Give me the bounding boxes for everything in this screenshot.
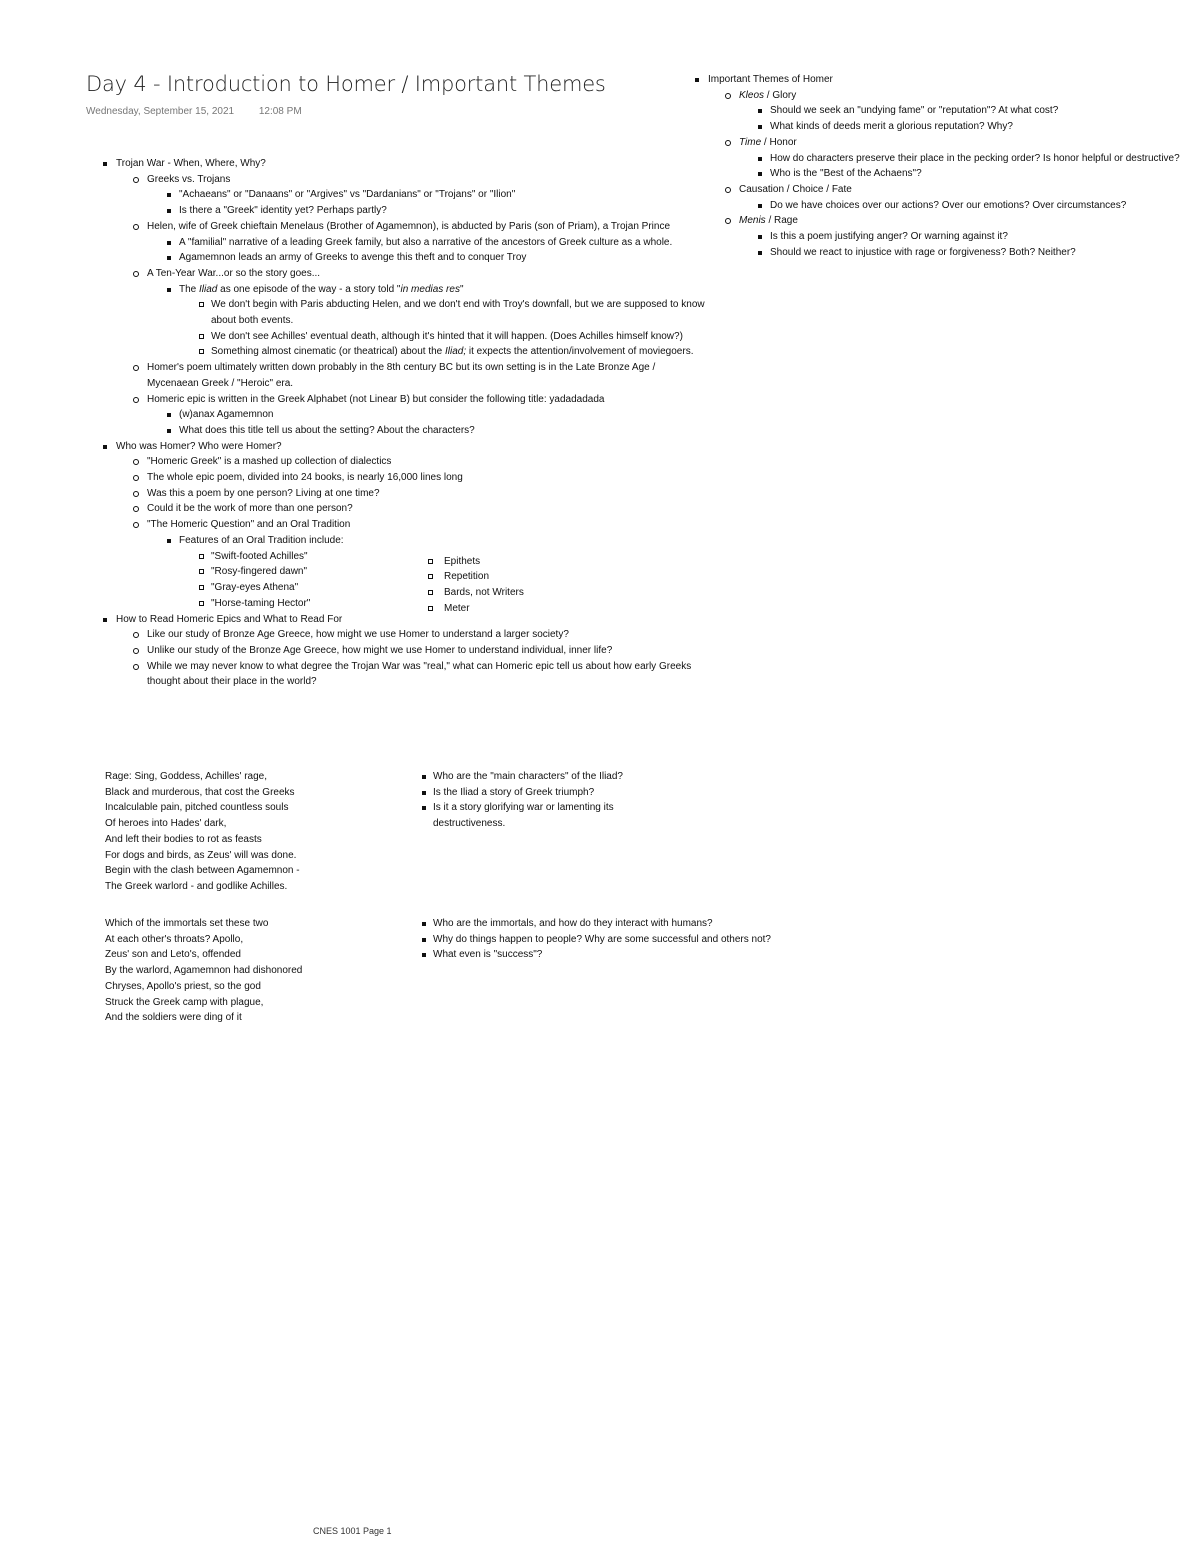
feature-item xyxy=(428,585,524,601)
outline-item xyxy=(100,172,720,188)
text-fragment: Repetition xyxy=(444,571,490,583)
theme-item xyxy=(693,182,1193,198)
theme-question xyxy=(693,245,1193,261)
poem-line: Black and murderous, that cost the Greeks xyxy=(105,786,295,798)
outline-text: We don't begin with Paris abducting Helen, and we don't end with Troy's downfall, but we are supposed to know about both events. xyxy=(211,299,705,327)
outline-text: Could it be the work of more than one person? xyxy=(147,503,353,515)
bullet-icon xyxy=(133,648,139,654)
page-footer: CNES 1001 Page 1 xyxy=(313,1526,392,1536)
bullet-icon xyxy=(422,791,426,795)
outline-item xyxy=(100,235,711,251)
epithet-item xyxy=(100,580,310,596)
bullet-icon xyxy=(167,193,171,197)
outline-item xyxy=(100,643,720,659)
question-item xyxy=(420,785,680,801)
poem-line: And left their bodies to rot as feasts xyxy=(105,833,262,845)
bullet-icon xyxy=(167,429,171,433)
text-fragment: / Honor xyxy=(761,136,797,148)
page-meta xyxy=(86,106,302,117)
poem-line: Of heroes into Hades' dark, xyxy=(105,818,227,830)
main-outline xyxy=(100,156,720,690)
bullet-icon xyxy=(167,256,171,260)
epithet-item xyxy=(100,596,310,612)
theme-item xyxy=(693,135,1193,151)
text-fragment: it expects the attention/involvement of moviegoers. xyxy=(466,346,694,358)
outline-text: Features of an Oral Tradition include: xyxy=(179,534,344,546)
outline-text: "Homeric Greek" is a mashed up collection of dialectics xyxy=(147,456,392,468)
text-fragment: in medias res xyxy=(400,283,460,295)
outline-item xyxy=(100,659,707,690)
outline-item xyxy=(100,329,701,345)
text-fragment: Is this a poem justifying anger? Or warning against it? xyxy=(770,231,1008,243)
bullet-icon xyxy=(199,334,204,339)
outline-text: Was this a poem by one person? Living at one time? xyxy=(147,487,380,499)
text-fragment: What even is "success"? xyxy=(433,949,543,961)
question-item xyxy=(420,932,860,948)
bullet-icon xyxy=(199,585,204,590)
outline-item xyxy=(100,627,720,643)
bullet-icon xyxy=(133,522,139,528)
text-fragment: Menis xyxy=(739,215,766,227)
outline-item xyxy=(100,344,721,360)
theme-question xyxy=(693,151,1193,167)
text-fragment: Who are the immortals, and how do they interact with humans? xyxy=(433,918,713,929)
outline-item xyxy=(100,266,720,282)
poem-line: Rage: Sing, Goddess, Achilles' rage, xyxy=(105,771,268,782)
themes-heading xyxy=(693,72,1193,88)
bullet-icon xyxy=(167,209,171,213)
text-fragment: " xyxy=(459,283,464,295)
bullet-icon xyxy=(133,664,139,670)
theme-question xyxy=(693,103,1193,119)
bullet-icon xyxy=(199,569,204,574)
outline-item xyxy=(100,360,692,391)
bullet-icon xyxy=(695,78,699,82)
feature-item xyxy=(428,554,524,570)
text-fragment: Who is the "Best of the Achaens"? xyxy=(770,168,922,180)
bullet-icon xyxy=(133,177,139,183)
bullet-icon xyxy=(133,271,139,277)
bullet-icon xyxy=(103,618,107,622)
poem-line: Which of the immortals set these two xyxy=(105,918,269,929)
bullet-icon xyxy=(133,397,139,403)
theme-question xyxy=(693,198,1193,214)
text-fragment: Why do things happen to people? Why are some successful and others not? xyxy=(433,933,771,945)
bullet-icon xyxy=(133,475,139,481)
text-fragment: Is it a story glorifying war or lamenting its destructiveness. xyxy=(433,802,614,830)
oral-features xyxy=(428,554,524,617)
outline-item xyxy=(100,392,720,408)
outline-item xyxy=(100,250,720,266)
poem-line: Zeus' son and Leto's, offended xyxy=(105,949,241,961)
bullet-icon xyxy=(428,559,433,564)
poem-line: Begin with the clash between Agamemnon - xyxy=(105,865,300,877)
poem-line: At each other's throats? Apollo, xyxy=(105,933,244,945)
poem-excerpt-1 xyxy=(105,769,300,895)
bullet-icon xyxy=(167,539,171,543)
bullet-icon xyxy=(725,218,731,224)
bullet-icon xyxy=(758,235,762,239)
theme-item xyxy=(693,88,1193,104)
text-fragment: Causation / Choice / Fate xyxy=(739,183,852,195)
bullet-icon xyxy=(103,445,107,449)
bullet-icon xyxy=(758,109,762,113)
page-title: Day 4 - Introduction to Homer / Important Themes xyxy=(86,72,606,96)
bullet-icon xyxy=(422,953,426,957)
text-fragment: Is the Iliad a story of Greek triumph? xyxy=(433,786,595,798)
bullet-icon xyxy=(758,251,762,255)
bullet-icon xyxy=(133,506,139,512)
poem-line: And the soldiers were ding of it xyxy=(105,1012,242,1024)
bullet-icon xyxy=(133,459,139,465)
bullet-icon xyxy=(422,806,426,810)
poem-line: The Greek warlord - and godlike Achilles. xyxy=(105,880,288,892)
text-fragment: The xyxy=(179,283,200,295)
text-fragment: How do characters preserve their place in the pecking order? Is honor helpful or destructive? xyxy=(770,152,1180,164)
questions-1 xyxy=(420,769,680,832)
outline-item xyxy=(100,282,720,298)
bullet-icon xyxy=(428,606,433,611)
questions-2 xyxy=(420,916,860,963)
question-item xyxy=(420,800,663,831)
outline-text: "The Homeric Question" and an Oral Tradition xyxy=(147,519,351,531)
text-fragment: / Glory xyxy=(764,89,797,101)
outline-item xyxy=(100,454,720,470)
poem-line: Chryses, Apollo's priest, so the god xyxy=(105,980,261,992)
bullet-icon xyxy=(725,140,731,146)
outline-text: The whole epic poem, divided into 24 books, is nearly 16,000 lines long xyxy=(147,472,463,484)
bullet-icon xyxy=(133,491,139,497)
outline-text: Helen, wife of Greek chieftain Menelaus (Brother of Agamemnon), is abducted by Paris (son of Priam), a Trojan Prince xyxy=(147,220,671,232)
text-fragment: Iliad xyxy=(199,283,218,295)
outline-item xyxy=(100,439,720,455)
theme-question xyxy=(693,119,1193,135)
outline-text: How to Read Homeric Epics and What to Read For xyxy=(116,613,343,625)
outline-text: Homer's poem ultimately written down probably in the 8th century BC but its own setting is in the Late Bronze Age / Mycenaean Greek / "Heroic" era. xyxy=(147,362,656,389)
outline-item xyxy=(100,486,720,502)
theme-question xyxy=(693,229,1193,245)
outline-item xyxy=(100,517,720,533)
poem-line: For dogs and birds, as Zeus' will was done. xyxy=(105,849,297,861)
bullet-icon xyxy=(725,93,731,99)
bullet-icon xyxy=(725,187,731,193)
outline-text: "Achaeans" or "Danaans" or "Argives" vs "Dardanians" or "Trojans" or "Ilion" xyxy=(179,189,516,201)
bullet-icon xyxy=(758,204,762,208)
outline-item xyxy=(100,219,697,235)
outline-item xyxy=(100,156,720,172)
outline-text: What does this title tell us about the setting? About the characters? xyxy=(179,424,475,436)
text-fragment: Should we seek an "undying fame" or "reputation"? At what cost? xyxy=(770,105,1059,117)
outline-item xyxy=(100,423,720,439)
outline-item xyxy=(100,612,720,628)
text-fragment: Do we have choices over our actions? Over our emotions? Over circumstances? xyxy=(770,199,1127,211)
outline-text: (w)anax Agamemnon xyxy=(179,409,274,421)
text-fragment: Important Themes of Homer xyxy=(708,74,833,85)
outline-text: Who was Homer? Who were Homer? xyxy=(116,440,282,452)
text-fragment: "Rosy-fingered dawn" xyxy=(211,566,308,578)
outline-item xyxy=(100,533,720,549)
theme-question xyxy=(693,166,1193,182)
outline-text: Trojan War - When, Where, Why? xyxy=(116,158,266,169)
outline-text: Is there a "Greek" identity yet? Perhaps partly? xyxy=(179,205,387,217)
outline-item xyxy=(100,470,720,486)
text-fragment: Who are the "main characters" of the Iliad? xyxy=(433,771,623,782)
bullet-icon xyxy=(758,172,762,176)
bullet-icon xyxy=(133,365,139,371)
bullet-icon xyxy=(199,302,204,307)
outline-text: Unlike our study of the Bronze Age Greece, how might we use Homer to understand individual, inner life? xyxy=(147,644,613,656)
outline-text: While we may never know to what degree the Trojan War was "real," what can Homeric epic tell us about how early Greeks thought about their place in the world? xyxy=(147,660,692,688)
text-fragment: Epithets xyxy=(444,555,481,567)
poem-excerpt-2 xyxy=(105,916,302,1026)
text-fragment: Meter xyxy=(444,602,470,614)
bullet-icon xyxy=(199,601,204,606)
epithet-item xyxy=(100,549,310,565)
outline-text: Agamemnon leads an army of Greeks to avenge this theft and to conquer Troy xyxy=(179,252,527,264)
poem-line: By the warlord, Agamemnon had dishonored xyxy=(105,965,303,977)
outline-text: Homeric epic is written in the Greek Alphabet (not Linear B) but consider the following title: yadadadada xyxy=(147,393,605,405)
page-time: 12:08 PM xyxy=(258,106,302,117)
outline-text: A "familial" narrative of a leading Greek family, but also a narrative of the ancestors of Greek culture as a whole. xyxy=(179,236,673,248)
bullet-icon xyxy=(758,157,762,161)
text-fragment: as one episode of the way - a story told " xyxy=(217,283,401,295)
text-fragment: Kleos xyxy=(739,89,765,101)
bullet-icon xyxy=(422,938,426,942)
themes-outline xyxy=(693,72,1193,260)
bullet-icon xyxy=(167,241,171,245)
poem-line: Incalculable pain, pitched countless souls xyxy=(105,802,289,814)
text-fragment: What kinds of deeds merit a glorious reputation? Why? xyxy=(770,121,1013,133)
theme-item xyxy=(693,213,1193,229)
outline-item xyxy=(100,297,711,328)
bullet-icon xyxy=(758,125,762,129)
epithet-item xyxy=(100,564,310,580)
text-fragment: Time xyxy=(739,136,762,148)
text-fragment: "Swift-footed Achilles" xyxy=(211,550,308,562)
bullet-icon xyxy=(133,632,139,638)
bullet-icon xyxy=(428,590,433,595)
text-fragment: Should we react to injustice with rage or forgiveness? Both? Neither? xyxy=(770,246,1076,258)
question-item xyxy=(420,916,860,932)
bullet-icon xyxy=(199,349,204,354)
bullet-icon xyxy=(422,775,426,779)
outline-item xyxy=(100,203,720,219)
outline-item xyxy=(100,501,720,517)
bullet-icon xyxy=(167,413,171,417)
outline-item xyxy=(100,187,720,203)
text-fragment: "Horse-taming Hector" xyxy=(211,597,311,609)
page-date: Wednesday, September 15, 2021 xyxy=(86,106,235,117)
oral-tradition-columns xyxy=(100,549,720,612)
outline-item xyxy=(100,407,720,423)
bullet-icon xyxy=(167,288,171,292)
bullet-icon xyxy=(422,922,426,926)
outline-text: Greeks vs. Trojans xyxy=(147,173,231,185)
text-fragment: Something almost cinematic (or theatrical) about the xyxy=(211,346,445,358)
poem-line: Struck the Greek camp with plague, xyxy=(105,996,264,1008)
outline-text: A Ten-Year War...or so the story goes... xyxy=(147,267,321,279)
question-item xyxy=(420,769,680,785)
bullet-icon xyxy=(199,554,204,559)
outline-text: Like our study of Bronze Age Greece, how might we use Homer to understand a larger society? xyxy=(147,629,569,641)
text-fragment: Bards, not Writers xyxy=(444,586,524,598)
text-fragment: Iliad; xyxy=(445,346,467,358)
bullet-icon xyxy=(103,162,107,166)
feature-item xyxy=(428,569,524,585)
text-fragment: / Rage xyxy=(765,215,798,227)
bullet-icon xyxy=(428,574,433,579)
question-item xyxy=(420,947,860,963)
epithet-examples xyxy=(100,549,310,612)
bullet-icon xyxy=(133,224,139,230)
outline-text: We don't see Achilles' eventual death, although it's hinted that it will happen. (Does Achilles himself know?) xyxy=(211,330,683,342)
text-fragment: "Gray-eyes Athena" xyxy=(211,581,299,593)
